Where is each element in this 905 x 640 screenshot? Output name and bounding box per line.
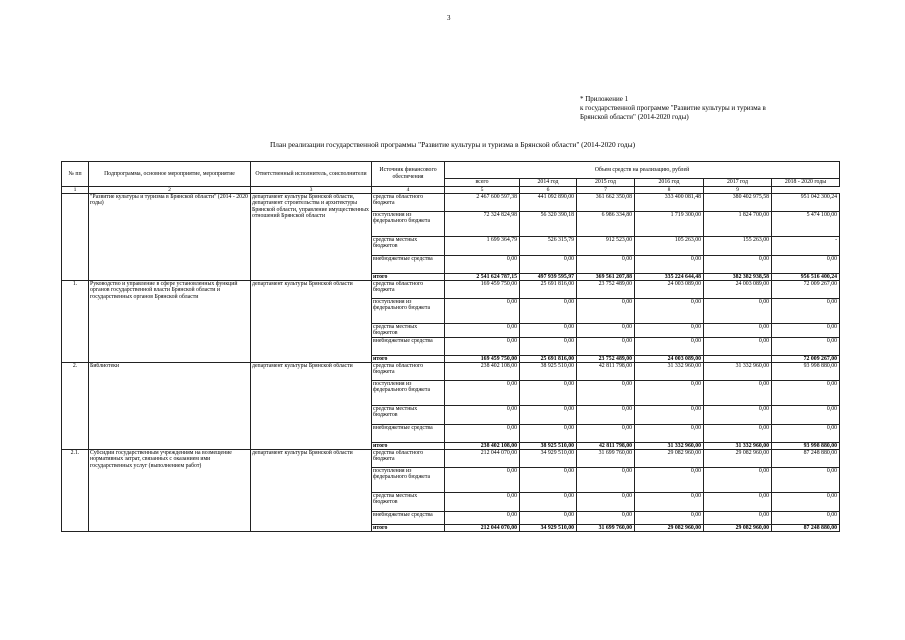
source-label: поступления из федерального бюджета	[372, 380, 445, 405]
value-cell: 31 332 960,00	[704, 442, 772, 449]
value-cell: 0,00	[445, 255, 520, 273]
value-cell: 155 263,00	[704, 236, 772, 255]
value-cell: 0,00	[704, 405, 772, 424]
table-row	[62, 449, 840, 467]
value-cell: 0,00	[704, 255, 772, 273]
value-cell: 1 699 364,79	[445, 236, 520, 255]
value-cell: 0,00	[635, 511, 704, 524]
value-cell: 72 009 267,00	[772, 280, 840, 298]
header-source: Источник финансового обеспечения	[372, 162, 445, 187]
source-label: внебюджетные средства	[372, 511, 445, 524]
source-label: итого	[372, 273, 445, 280]
value-cell: 169 459 750,00	[445, 280, 520, 298]
value-cell: 0,00	[520, 405, 577, 424]
value-cell: 0,00	[772, 380, 840, 405]
value-cell: 0,00	[704, 323, 772, 337]
header-year-2015: 2015 год	[577, 179, 635, 187]
page-number: 3	[447, 14, 451, 22]
table-row	[62, 280, 840, 298]
appendix-line-3: Брянской области" (2014-2020 годы)	[580, 113, 689, 121]
source-label: внебюджетные средства	[372, 424, 445, 442]
value-cell: 0,00	[704, 492, 772, 511]
source-label: средства областного бюджета	[372, 362, 445, 380]
col-number: 3	[251, 186, 372, 193]
value-cell: 0,00	[577, 492, 635, 511]
value-cell: 0,00	[704, 424, 772, 442]
col-number: 1	[62, 186, 89, 193]
value-cell: 0,00	[577, 380, 635, 405]
source-label: итого	[372, 355, 445, 362]
value-cell: 29 082 960,00	[635, 449, 704, 467]
col-number: 4	[372, 186, 445, 193]
value-cell: 0,00	[445, 323, 520, 337]
value-cell: 238 402 108,00	[445, 442, 520, 449]
value-cell: 0,00	[577, 511, 635, 524]
value-cell: 0,00	[445, 467, 520, 492]
source-label: средства местных бюджетов	[372, 405, 445, 424]
value-cell: 0,00	[520, 337, 577, 355]
value-cell: 333 400 081,48	[635, 193, 704, 211]
value-cell: 0,00	[772, 467, 840, 492]
source-label: поступления из федерального бюджета	[372, 211, 445, 236]
row-number: 2.	[62, 362, 89, 449]
value-cell: 93 998 880,00	[772, 442, 840, 449]
source-label: средства местных бюджетов	[372, 492, 445, 511]
value-cell: 0,00	[520, 467, 577, 492]
value-cell: 29 082 960,00	[635, 524, 704, 531]
value-cell: 72 009 267,00	[772, 355, 840, 362]
plan-table-body	[62, 193, 840, 531]
value-cell: 0,00	[635, 424, 704, 442]
value-cell: 361 662 350,08	[577, 193, 635, 211]
source-label: внебюджетные средства	[372, 255, 445, 273]
source-label: средства областного бюджета	[372, 193, 445, 211]
appendix-line-2: к государственной программе "Развитие культуры и туризма в	[580, 104, 766, 112]
value-cell: 25 691 816,00	[520, 280, 577, 298]
executor: департамент культуры Брянской области, департамент строительства и архитектуры Брянской области, управление имущественных отношений Брянской области	[251, 193, 372, 280]
value-cell: 0,00	[445, 337, 520, 355]
source-label: итого	[372, 524, 445, 531]
value-cell: 0,00	[445, 424, 520, 442]
value-cell: 23 752 489,00	[577, 355, 635, 362]
value-cell: 0,00	[635, 492, 704, 511]
value-cell: 31 332 960,00	[635, 442, 704, 449]
value-cell: 369 561 207,88	[577, 273, 635, 280]
value-cell: 42 811 798,00	[577, 362, 635, 380]
col-number: 5	[445, 186, 520, 193]
value-cell: 105 263,00	[635, 236, 704, 255]
program-name: Субсидии государственным учреждениям на возмещение нормативных затрат, связанных с оказанием ими государственных услуг (выполнением работ)	[89, 449, 251, 531]
value-cell: 0,00	[772, 323, 840, 337]
value-cell: 0,00	[704, 337, 772, 355]
header-year-2014: 2014 год	[520, 179, 577, 187]
value-cell: 38 925 510,00	[520, 362, 577, 380]
value-cell: 956 516 400,24	[772, 273, 840, 280]
value-cell: 0,00	[577, 298, 635, 323]
value-cell: 0,00	[772, 511, 840, 524]
value-cell: 0,00	[520, 380, 577, 405]
value-cell: 31 699 760,00	[577, 524, 635, 531]
value-cell: 380 402 975,58	[704, 193, 772, 211]
value-cell: 0,00	[445, 492, 520, 511]
value-cell: 0,00	[635, 298, 704, 323]
value-cell: 31 332 960,00	[635, 362, 704, 380]
value-cell: 497 939 595,97	[520, 273, 577, 280]
value-cell: 2 467 600 597,38	[445, 193, 520, 211]
value-cell: 0,00	[445, 298, 520, 323]
value-cell: 23 752 489,00	[577, 280, 635, 298]
value-cell: 34 929 510,00	[520, 524, 577, 531]
value-cell: 0,00	[635, 467, 704, 492]
source-label: внебюджетные средства	[372, 337, 445, 355]
value-cell	[704, 355, 772, 362]
executor: департамент культуры Брянской области	[251, 449, 372, 531]
value-cell: -	[772, 236, 840, 255]
value-cell: 24 003 089,00	[635, 355, 704, 362]
table-row	[62, 193, 840, 211]
appendix-line-1: * Приложение 1	[580, 95, 629, 103]
value-cell: 0,00	[577, 337, 635, 355]
row-number: 2.1.	[62, 449, 89, 531]
value-cell: 0,00	[577, 323, 635, 337]
source-label: поступления из федерального бюджета	[372, 298, 445, 323]
header-year-2017: 2017 год	[704, 179, 772, 187]
value-cell: 42 811 798,00	[577, 442, 635, 449]
value-cell: 0,00	[704, 298, 772, 323]
value-cell: 29 082 960,00	[704, 524, 772, 531]
plan-table	[61, 161, 840, 532]
value-cell: 1 824 700,00	[704, 211, 772, 236]
value-cell: 0,00	[445, 511, 520, 524]
col-number: 9	[704, 186, 772, 193]
appendix-note	[580, 95, 830, 122]
col-number: 2	[89, 186, 251, 193]
value-cell: 87 248 880,00	[772, 449, 840, 467]
value-cell: 5 474 100,00	[772, 211, 840, 236]
value-cell: 0,00	[635, 323, 704, 337]
col-number: 8	[635, 186, 704, 193]
header-executor: Ответственный исполнитель, соисполнители	[251, 162, 372, 187]
executor: департамент культуры Брянской области	[251, 362, 372, 449]
value-cell: 0,00	[635, 255, 704, 273]
source-label: поступления из федерального бюджета	[372, 467, 445, 492]
value-cell: 0,00	[520, 492, 577, 511]
value-cell: 0,00	[704, 380, 772, 405]
value-cell: 169 459 750,00	[445, 355, 520, 362]
value-cell: 912 523,00	[577, 236, 635, 255]
source-label: средства местных бюджетов	[372, 236, 445, 255]
value-cell: 0,00	[635, 380, 704, 405]
value-cell: 0,00	[772, 298, 840, 323]
value-cell: 238 402 108,00	[445, 362, 520, 380]
value-cell: 0,00	[520, 511, 577, 524]
document-title: План реализации государственной программы "Развитие культуры и туризма в Брянской области" (2014-2020 годы)	[269, 140, 636, 149]
value-cell: 0,00	[520, 298, 577, 323]
value-cell: 2 541 624 787,15	[445, 273, 520, 280]
value-cell: 93 998 880,00	[772, 362, 840, 380]
value-cell: 0,00	[445, 380, 520, 405]
header-program: Подпрограмма, основное мероприятие, мероприятие	[89, 162, 251, 187]
header-year-total: всего	[445, 179, 520, 187]
value-cell: 0,00	[520, 424, 577, 442]
value-cell: 25 691 816,00	[520, 355, 577, 362]
value-cell: 29 082 960,00	[704, 449, 772, 467]
table-row	[62, 362, 840, 380]
value-cell: 0,00	[704, 511, 772, 524]
header-year-2016: 2016 год	[635, 179, 704, 187]
value-cell: 72 324 824,98	[445, 211, 520, 236]
value-cell: 31 699 760,00	[577, 449, 635, 467]
source-label: средства местных бюджетов	[372, 323, 445, 337]
value-cell: 951 042 300,24	[772, 193, 840, 211]
program-name: Библиотеки	[89, 362, 251, 449]
value-cell: 335 224 644,48	[635, 273, 704, 280]
value-cell: 24 003 089,00	[635, 280, 704, 298]
value-cell: 212 044 070,00	[445, 449, 520, 467]
value-cell: 0,00	[635, 337, 704, 355]
program-name: "Развитие культуры и туризма в Брянской области" (2014 - 2020 годы)	[89, 193, 251, 280]
value-cell: 6 986 334,80	[577, 211, 635, 236]
value-cell: 526 315,79	[520, 236, 577, 255]
value-cell: 1 719 300,00	[635, 211, 704, 236]
value-cell: 0,00	[772, 337, 840, 355]
col-number: 7	[577, 186, 635, 193]
header-year-2018-2020: 2018 - 2020 годы	[772, 179, 840, 187]
value-cell: 38 925 510,00	[520, 442, 577, 449]
value-cell: 31 332 960,00	[704, 362, 772, 380]
value-cell: 0,00	[635, 405, 704, 424]
program-name: Руководство и управление в сфере установленных функций органов государственной власти Брянской области и государственных органов Брянской области	[89, 280, 251, 362]
value-cell: 0,00	[772, 492, 840, 511]
value-cell: 87 248 880,00	[772, 524, 840, 531]
value-cell: 212 044 070,00	[445, 524, 520, 531]
value-cell: 0,00	[520, 323, 577, 337]
value-cell: 0,00	[772, 424, 840, 442]
source-label: итого	[372, 442, 445, 449]
header-num: № пп	[62, 162, 89, 187]
value-cell: 0,00	[577, 255, 635, 273]
value-cell: 0,00	[577, 467, 635, 492]
value-cell: 441 092 890,00	[520, 193, 577, 211]
value-cell: 0,00	[772, 255, 840, 273]
value-cell: 0,00	[520, 255, 577, 273]
value-cell: 0,00	[577, 424, 635, 442]
col-number: 6	[520, 186, 577, 193]
row-number	[62, 193, 89, 280]
value-cell: 56 320 390,18	[520, 211, 577, 236]
value-cell: 0,00	[704, 467, 772, 492]
source-label: средства областного бюджета	[372, 449, 445, 467]
value-cell: 382 382 938,58	[704, 273, 772, 280]
value-cell: 34 929 510,00	[520, 449, 577, 467]
value-cell: 0,00	[772, 405, 840, 424]
value-cell: 0,00	[577, 405, 635, 424]
executor: департамент культуры Брянской области	[251, 280, 372, 362]
row-number: 1.	[62, 280, 89, 362]
source-label: средства областного бюджета	[372, 280, 445, 298]
value-cell: 0,00	[445, 405, 520, 424]
value-cell: 24 003 089,00	[704, 280, 772, 298]
header-volume: Объем средств на реализацию, рублей	[445, 162, 840, 179]
